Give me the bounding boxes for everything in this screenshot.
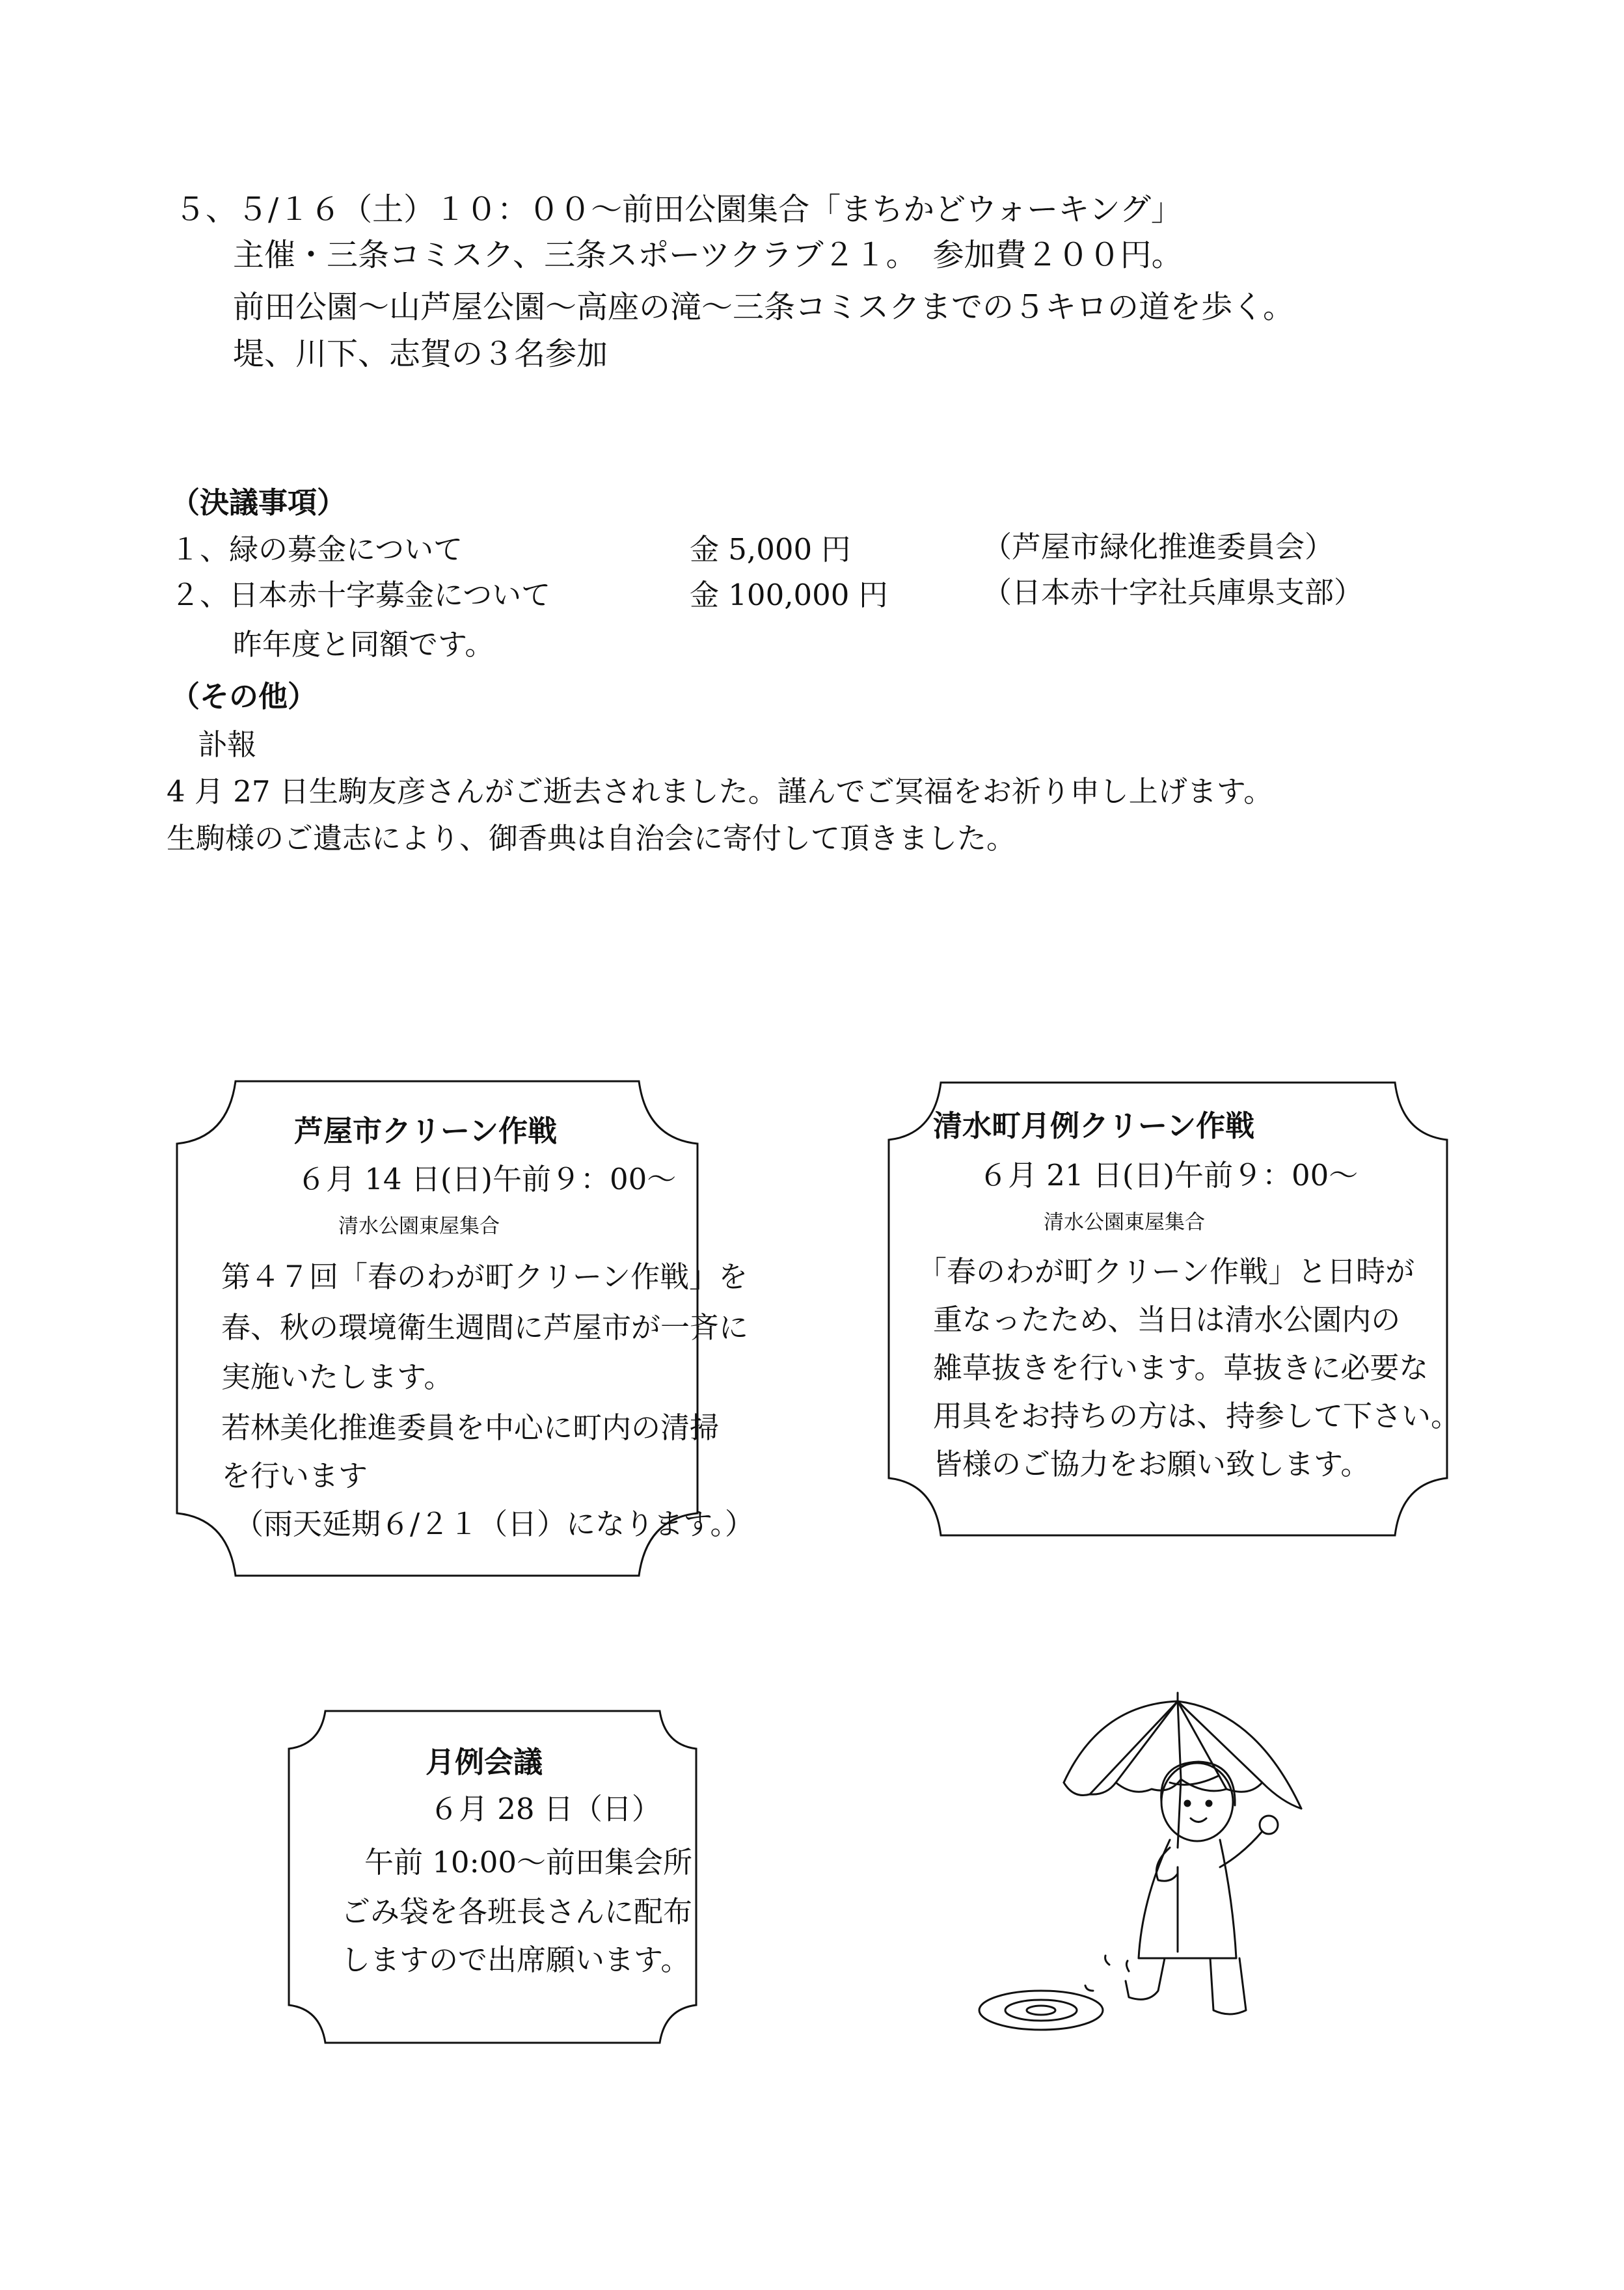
- resolution-note: 昨年度と同額です。: [233, 627, 494, 662]
- shimizu-box-title: 清水町月例クリーン作戦: [933, 1109, 1255, 1143]
- ashiya-box-line-3: 実施いたします。: [221, 1360, 453, 1394]
- meeting-box-title: 月例会議: [426, 1745, 543, 1779]
- item5-line2: 主催・三条コミスク、三条スポーツクラブ２１。 参加費２００円。: [233, 237, 1183, 273]
- shimizu-box-line-4: 用具をお持ちの方は、持参して下さい。: [933, 1399, 1461, 1433]
- other-heading: （その他）: [170, 679, 318, 714]
- shimizu-box-line-3: 雑草抜きを行います。草抜きに必要な: [933, 1351, 1429, 1385]
- shimizu-box-date: ６月 21 日(日)午前９：00～: [979, 1158, 1359, 1192]
- shimizu-box-line-1: 「春のわが町クリーン作戦」と日時が: [917, 1254, 1415, 1289]
- ashiya-box-title: 芦屋市クリーン作戦: [294, 1114, 558, 1148]
- umbrella-girl-illustration: [963, 1685, 1327, 2036]
- ashiya-box-line-6: （雨天延期６/２１（日）になります。）: [234, 1507, 755, 1541]
- item5-line3: 前田公園～山芦屋公園～高座の滝～三条コミスクまでの５キロの道を歩く。: [233, 289, 1295, 325]
- meeting-box-date: ６月 28 日（日）: [429, 1792, 661, 1826]
- resolution-2-amount: 金 100,000 円: [690, 578, 888, 612]
- shimizu-box-line-2: 重なったため、当日は清水公園内の: [933, 1302, 1401, 1337]
- ashiya-box-date: ６月 14 日(日)午前９：00～: [297, 1162, 677, 1196]
- ashiya-box-place: 清水公園東屋集合: [338, 1215, 500, 1238]
- ashiya-box-line-2: 春、秋の環境衛生週間に芦屋市が一斉に: [221, 1310, 749, 1345]
- obituary-heading: 訃報: [198, 727, 257, 762]
- meeting-box-line-3: しますので出席願います。: [341, 1943, 690, 1977]
- resolution-2-org: （日本赤十字社兵庫県支部）: [982, 575, 1364, 610]
- resolution-1-amount: 金 5,000 円: [690, 532, 851, 567]
- ashiya-box-line-5: を行います: [221, 1459, 368, 1493]
- resolution-2-label: ２、日本赤十字募金について: [170, 578, 551, 612]
- resolutions-heading: （決議事項）: [170, 485, 347, 520]
- item5-line1: ５、５/１６（土）１０：００～前田公園集合「まちかどウォーキング」: [174, 191, 1182, 228]
- shimizu-box-line-5: 皆様のご協力をお願い致します。: [933, 1447, 1370, 1481]
- item5-line4: 堤、川下、志賀の３名参加: [233, 336, 608, 372]
- ashiya-box-line-4: 若林美化推進委員を中心に町内の清掃: [221, 1410, 720, 1445]
- ashiya-box-line-1: 第４７回「春のわが町クリーン作戦」を: [221, 1260, 748, 1294]
- meeting-box-line-2: ごみ袋を各班長さんに配布: [341, 1894, 693, 1929]
- obituary-line2: 生駒様のご遺志により、御香典は自治会に寄付して頂きました。: [167, 821, 1016, 855]
- resolution-1-org: （芦屋市緑化推進委員会）: [982, 530, 1334, 564]
- resolution-1-label: １、緑の募金について: [170, 532, 463, 567]
- shimizu-box-place: 清水公園東屋集合: [1044, 1211, 1205, 1234]
- meeting-box-line-1: 午前 10:00～前田集会所: [364, 1845, 692, 1879]
- obituary-line1: 4 月 27 日生駒友彦さんがご逝去されました。謹んでご冥福をお祈り申し上げます。: [167, 774, 1273, 809]
